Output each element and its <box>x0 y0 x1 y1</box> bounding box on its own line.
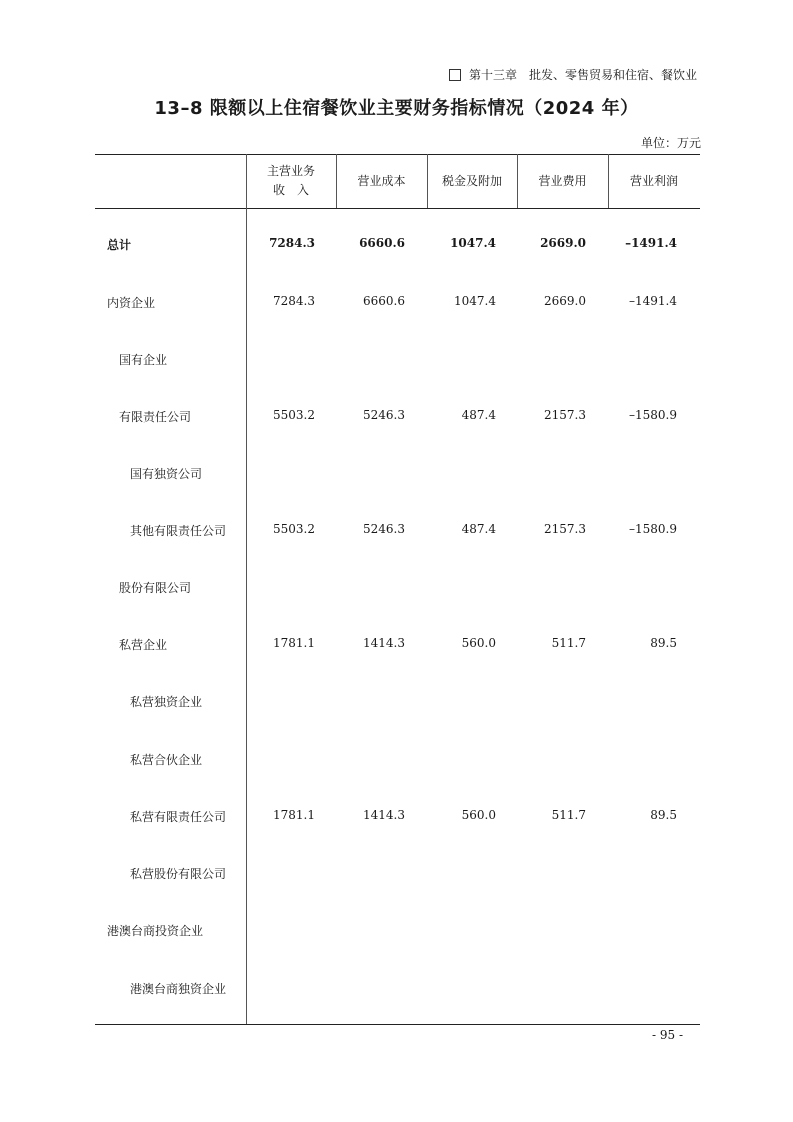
cell-value: 89.5 <box>650 636 677 650</box>
cell-value: 2669.0 <box>540 236 586 250</box>
cell-value: 511.7 <box>551 808 586 822</box>
table-row <box>95 579 700 597</box>
row-label: 私营有限责任公司 <box>130 810 227 824</box>
table-row <box>95 294 700 312</box>
cell-value: 2669.0 <box>544 294 586 308</box>
table-header-rule <box>95 208 700 209</box>
row-label: 总计 <box>107 238 132 252</box>
cell-value: 5246.3 <box>363 522 405 536</box>
cell-value: 1047.4 <box>454 294 496 308</box>
cell-value: 560.0 <box>461 808 496 822</box>
cell-value: 6660.6 <box>359 236 405 250</box>
cell-value: 2157.3 <box>544 522 586 536</box>
table-row-total <box>95 236 700 254</box>
cell-value: 1414.3 <box>363 808 405 822</box>
square-icon <box>449 69 461 81</box>
row-label: 私营独资企业 <box>130 695 203 709</box>
chapter-header <box>449 66 697 83</box>
column-header-label: 营业费用 <box>538 173 587 188</box>
cell-value: 89.5 <box>650 808 677 822</box>
row-label: 其他有限责任公司 <box>130 524 227 538</box>
cell-value: –1491.4 <box>629 294 677 308</box>
cell-value: 1414.3 <box>363 636 405 650</box>
page-number: - 95 - <box>651 1028 683 1042</box>
table-row <box>95 808 700 826</box>
column-header-label: 营业利润 <box>629 173 678 188</box>
column-header-taxes <box>427 154 517 208</box>
table-row <box>95 522 700 540</box>
chapter-label: 第十三章 批发、零售贸易和住宿、餐饮业 <box>468 68 697 82</box>
row-label: 港澳台商投资企业 <box>107 924 204 938</box>
row-label: 股份有限公司 <box>119 581 192 595</box>
column-header-line2: 收 入 <box>272 183 309 197</box>
table-row <box>95 351 700 369</box>
cell-value: –1580.9 <box>629 522 677 536</box>
cell-value: 1047.4 <box>450 236 496 250</box>
row-label: 私营股份有限公司 <box>130 867 227 881</box>
row-label: 有限责任公司 <box>119 410 192 424</box>
cell-value: –1580.9 <box>629 408 677 422</box>
cell-value: 6660.6 <box>363 294 405 308</box>
row-label: 港澳台商独资企业 <box>130 982 227 996</box>
row-label: 私营合伙企业 <box>130 753 203 767</box>
column-header-main-revenue <box>246 154 336 208</box>
cell-value: 511.7 <box>551 636 586 650</box>
table-title: 13–8 限额以上住宿餐饮业主要财务指标情况（2024 年） <box>154 98 639 119</box>
table-row <box>95 751 700 769</box>
table-row <box>95 408 700 426</box>
table-row <box>95 865 700 883</box>
row-label: 私营企业 <box>119 638 168 652</box>
cell-value: –1491.4 <box>625 236 677 250</box>
cell-value: 5503.2 <box>273 522 315 536</box>
table-row <box>95 922 700 940</box>
cell-value: 1781.1 <box>273 636 315 650</box>
row-label: 内资企业 <box>107 296 156 310</box>
cell-value: 2157.3 <box>544 408 586 422</box>
row-label: 国有独资公司 <box>130 467 203 481</box>
cell-value: 7284.3 <box>269 236 315 250</box>
table-row <box>95 980 700 998</box>
cell-value: 1781.1 <box>273 808 315 822</box>
cell-value: 560.0 <box>461 636 496 650</box>
column-header-line1: 主营业务 <box>266 164 315 178</box>
cell-value: 487.4 <box>461 522 496 536</box>
column-header-operating-profit <box>608 154 700 208</box>
column-header-label: 营业成本 <box>357 173 406 188</box>
table-row <box>95 636 700 654</box>
column-header-operating-expenses <box>517 154 608 208</box>
column-header-label: 税金及附加 <box>441 173 502 188</box>
table-row <box>95 693 700 711</box>
cell-value: 5246.3 <box>363 408 405 422</box>
column-header-operating-cost <box>336 154 427 208</box>
cell-value: 7284.3 <box>273 294 315 308</box>
cell-value: 487.4 <box>461 408 496 422</box>
table-row <box>95 465 700 483</box>
unit-label: 单位：万元 <box>640 136 701 150</box>
row-label: 国有企业 <box>119 353 168 367</box>
table-bottom-rule <box>95 1024 700 1025</box>
cell-value: 5503.2 <box>273 408 315 422</box>
